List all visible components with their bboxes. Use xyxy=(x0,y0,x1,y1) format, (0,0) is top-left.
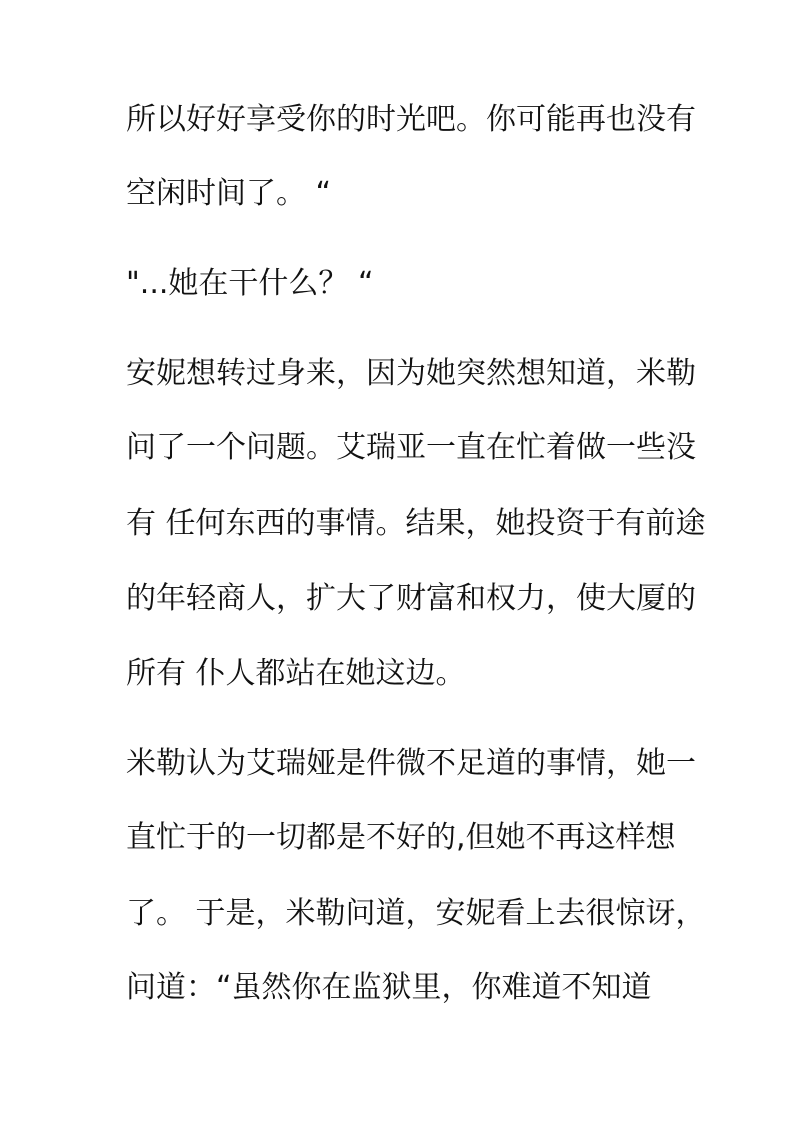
text-line: 空闲时间了。 “ xyxy=(126,176,332,211)
text-line: 的年轻商人，扩大了财富和权力，使大厦的 xyxy=(126,581,696,616)
text-line: 有 任何东西的事情。结果，她投资于有前途 xyxy=(126,506,706,541)
text-line: 问道：“虽然你在监狱里，你难道不知道 xyxy=(126,970,652,1005)
text-line: "...她在干什么？ “ xyxy=(126,266,374,301)
text-line: 安妮想转过身来，因为她突然想知道，米勒 xyxy=(126,356,696,391)
text-line: 问了一个问题。艾瑞亚一直在忙着做一些没 xyxy=(126,430,696,465)
text-line: 米勒认为艾瑞娅是件微不足道的事情，她一 xyxy=(126,746,696,781)
text-line: 了。 于是，米勒问道，安妮看上去很惊讶， xyxy=(126,896,706,931)
text-line: 所有 仆人都站在她这边。 xyxy=(126,656,466,691)
text-line: 所以好好享受你的时光吧。你可能再也没有 xyxy=(126,102,696,137)
text-line: 直忙于的一切都是不好的,但她不再这样想 xyxy=(126,820,676,855)
